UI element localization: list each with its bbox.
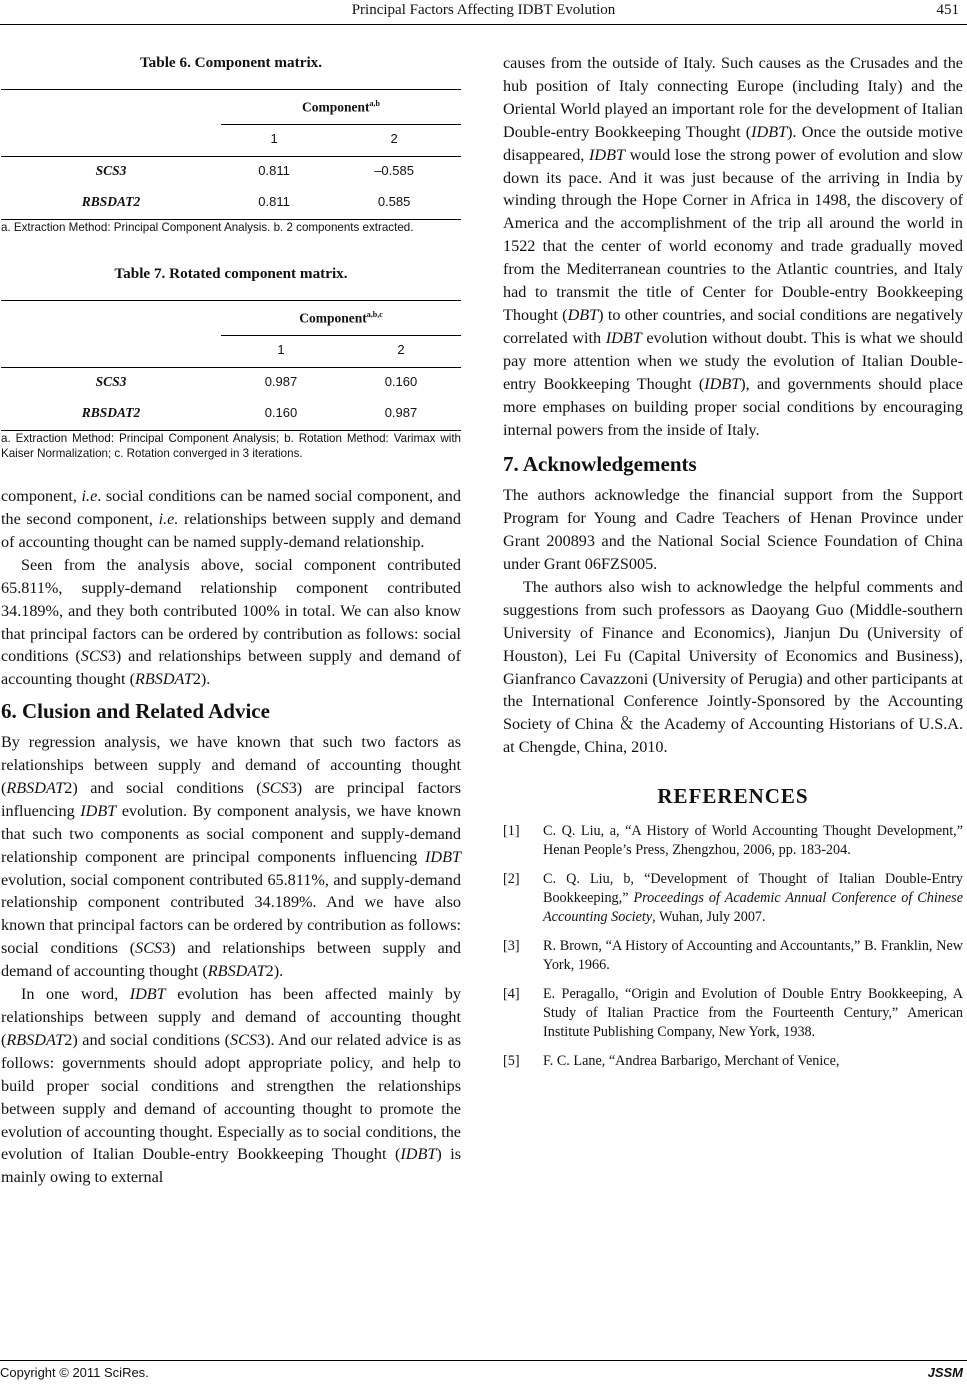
journal-abbrev: JSSM	[927, 1365, 963, 1380]
table6-col-2: 2	[390, 131, 398, 147]
page-header	[0, 0, 967, 22]
table6	[1, 89, 461, 220]
table-cell: 0.811	[258, 194, 290, 210]
table6-col-1: 1	[270, 131, 278, 147]
page-number: 451	[936, 2, 959, 18]
body-paragraph: component, i.e. social conditions can be named social component, and the second component, i.e. relationships between supply and demand of accounting thought can be named supply-demand relationship.	[1, 487, 461, 551]
body-paragraph: The authors also wish to acknowledge the helpful comments and suggestions from such professors as Daoyang Guo (Middle-southern University of Finance and Economics), Jianjun Du (University of Houston), Lei Fu (Capital University of Economics and Business), Gianfranco Cavazzoni (University of Perugia) and other participants at the International Conference Jointly-Sponsored by the Accounting Society of China ＆ the Academy of Accounting Historians of U.S.A. at Chengde, China, 2010.	[503, 577, 963, 757]
table-row	[1, 399, 461, 430]
running-title: Principal Factors Affecting IDBT Evolution	[351, 2, 616, 18]
section-heading: 6. Clusion and Related Advice	[1, 699, 270, 724]
left-column	[1, 44, 461, 1189]
references-heading: REFERENCES	[657, 784, 809, 809]
header-rule	[0, 24, 967, 25]
reference-item: [4] E. Peragallo, “Origin and Evolution of Double Entry Bookkeeping, A Study of Italian Practice from the Fourteenth Century,” American Institute Publishing Company, New York, 1938.	[503, 986, 963, 1041]
row-label: RBSDAT2	[81, 194, 141, 210]
body-paragraph: causes from the outside of Italy. Such causes as the Crusades and the hub position of Italy connecting Europe (including Italy) and the Oriental World played an important role for the development of Italian Double-entry Bookkeeping Thought (IDBT). Once the outside motive disappeared, IDBT would lose the strong power of evolution and slow down its pace. And it was just because of the arriving in India by winding through the Hope Corner in Africa in 1498, the discovery of America and the accomplishment of the trip all around the world in 1522 that the center of world economy and trade gradually moved from the Mediterranean countries to the Atlantic countries, and Italy had to transmit the title of Center for Double-entry Bookkeeping Thought (DBT) to other countries, and social conditions are negatively correlated with IDBT evolution without doubt. This is what we should pay more attention when we study the evolution of Italian Double-entry Bookkeeping Thought (IDBT), and governments should place more emphases on building proper social conditions by encouraging internal powers from the inside of Italy.	[503, 54, 964, 439]
table7	[1, 300, 461, 431]
table-row	[1, 157, 461, 188]
table-cell: 0.160	[384, 374, 418, 390]
page-footer	[0, 1360, 967, 1386]
table6-group-header: Component$^{a,b}$	[221, 89, 461, 124]
table7-col-2: 2	[397, 342, 405, 358]
reference-item: [5] F. C. Lane, “Andrea Barbarigo, Merchant of Venice,	[503, 1053, 840, 1070]
table-cell: 0.987	[264, 374, 298, 390]
table7-note: a. Extraction Method: Principal Component Analysis; b. Rotation Method: Varimax with Kaiser Normalization; c. Rotation converged in 3 iterations.	[1, 432, 461, 461]
section-heading: 7. Acknowledgements	[503, 452, 697, 477]
row-label: SCS3	[95, 163, 127, 179]
row-label: SCS3	[95, 374, 127, 390]
table6-note: a. Extraction Method: Principal Component Analysis. b. 2 components extracted.	[1, 221, 414, 235]
table-cell: 0.811	[258, 163, 290, 179]
body-paragraph: In one word, IDBT evolution has been affected mainly by relationships between supply and demand of accounting thought (RBSDAT2) and social conditions (SCS3). And our related advice is as follows: governments should adopt appropriate policy, and help to build proper social conditions and strengthen the relationships between supply and demand of accounting thought to promote the evolution of accounting thought. Especially as to social conditions, the evolution of Italian Double-entry Bookkeeping Thought (IDBT) is mainly owing to external	[1, 985, 462, 1187]
table7-caption: Table 7. Rotated component matrix.	[114, 265, 348, 283]
body-paragraph: Seen from the analysis above, social component contributed 65.811%, supply-demand relationship component contributed 34.189%, and they both contributed 100% in total. We can also know that principal factors can be ordered by contribution as follows: social conditions (SCS3) and relationships between supply and demand of accounting thought (RBSDAT2).	[1, 555, 461, 689]
table6-caption: Table 6. Component matrix.	[139, 54, 323, 71]
table-cell: –0.585	[374, 163, 414, 179]
body-paragraph: The authors acknowledge the financial support from the Support Program for Young and Cadre Teachers of Henan Province under Grant 200893 and the National Social Science Foundation of China under Grant 06FZS005.	[503, 486, 963, 574]
reference-item: [2] C. Q. Liu, b, “Development of Thought of Italian Double-Entry Bookkeeping,” Proceedings of Academic Annual Conference of Chinese Accounting Society, Wuhan, July 2007.	[503, 871, 963, 926]
table-row	[1, 188, 461, 219]
table7-col-1: 1	[277, 342, 285, 358]
table-row	[1, 368, 461, 399]
footer-rule	[0, 1360, 967, 1361]
copyright: Copyright © 2011 SciRes.	[0, 1365, 149, 1380]
right-column	[503, 52, 963, 1081]
table-cell: 0.160	[264, 405, 298, 421]
reference-item: [3] R. Brown, “A History of Accounting and Accountants,” B. Franklin, New York, 1966.	[503, 938, 963, 974]
body-paragraph: By regression analysis, we have known that such two factors as relationships between supply and demand of accounting thought (RBSDAT2) and social conditions (SCS3) are principal factors influencing IDBT evolution. By component analysis, we have known that such two components as social component and supply-demand relationship component are principal components influencing IDBT evolution, social component contributed 65.811%, and supply-demand relationship component contributed 34.189%. And we have also known that principal factors can be ordered by contribution as follows: social conditions (SCS3) and relationships between supply and demand of accounting thought (RBSDAT2).	[1, 733, 461, 981]
reference-item: [1] C. Q. Liu, a, “A History of World Accounting Thought Development,” Henan People’s Press, Zhengzhou, 2006, pp. 183-204.	[503, 823, 963, 859]
table7-group-header: Component$^{a,b,c}$	[221, 300, 461, 335]
table-cell: 0.585	[377, 194, 411, 210]
table-cell: 0.987	[384, 405, 418, 421]
row-label: RBSDAT2	[81, 405, 141, 421]
